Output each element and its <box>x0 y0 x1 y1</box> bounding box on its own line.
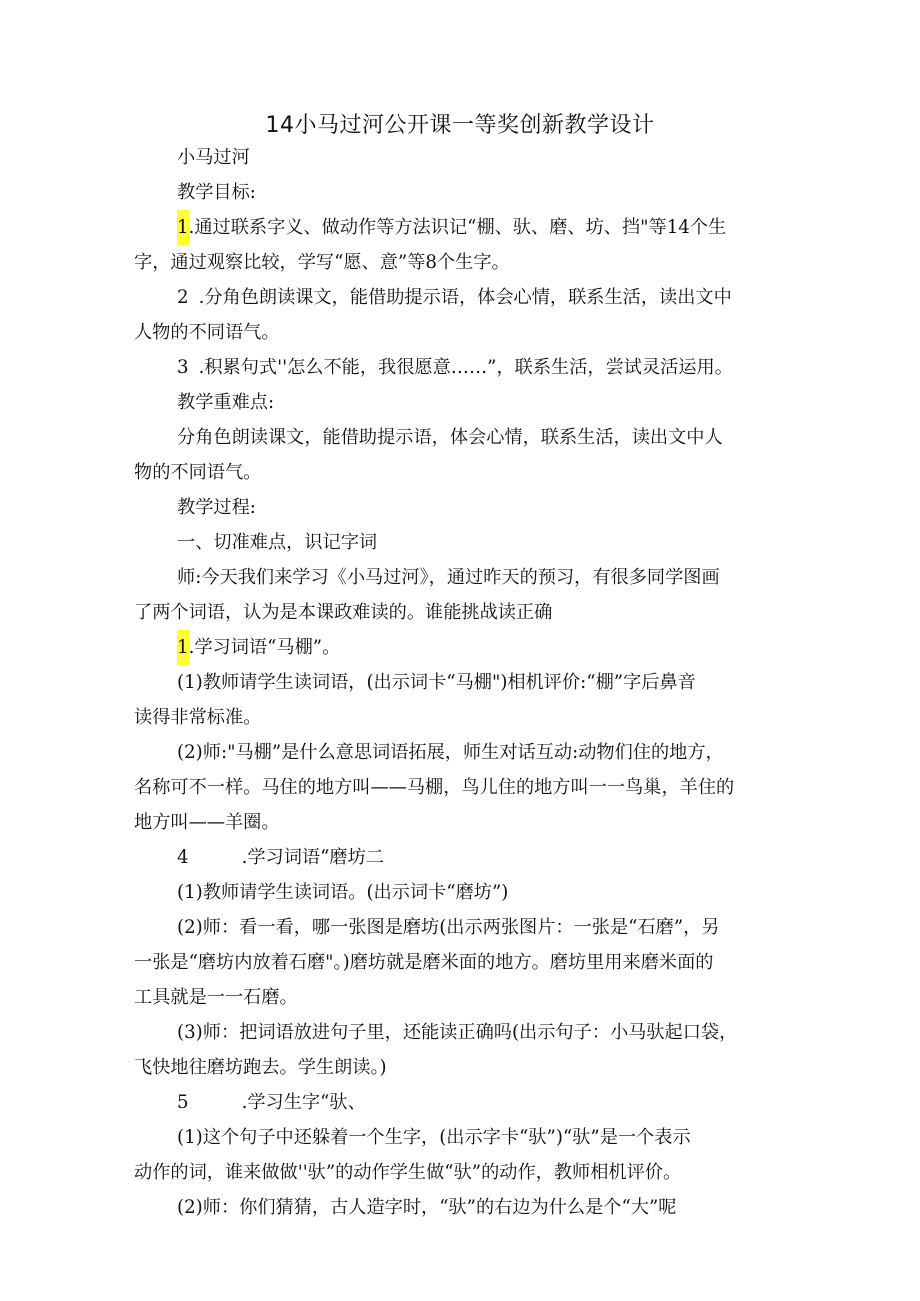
document-body <box>134 140 789 1225</box>
sub-item-4-text: .学习词语“磨坊二 <box>241 847 384 868</box>
section-heading-process: 教学过程: <box>177 497 256 518</box>
goal-item-2-text: .分角色朗读课文，能借助提示语，体会心情，联系生活，读出文中 <box>198 287 732 308</box>
paragraph-line: (1)教师请学生读词语。(出示词卡“磨坊”) <box>177 882 509 903</box>
item-number: 2 <box>177 287 189 308</box>
paragraph-line: (2)师：你们猜猜，古人造字时，“驮”的右边为什么是个“大”呢 <box>177 1197 677 1218</box>
process-step-1-heading: 一、切准难点，识记字词 <box>177 532 378 553</box>
paragraph-line: (2)师:"马棚”是什么意思词语拓展，师生对话互动:动物们住的地方， <box>177 742 724 763</box>
paragraph-line: (1)这个句子中还躲着一个生字，(出示字卡“驮”)“驮”是一个表示 <box>177 1127 691 1148</box>
document-title: 14小马过河公开课一等奖创新教学设计 <box>265 113 655 138</box>
sub-item-5-text: .学习生字“驮、 <box>241 1092 366 1113</box>
subtitle-line: 小马过河 <box>177 147 250 168</box>
paragraph-line: (3)师：把词语放进句子里，还能读正确吗(出示句子：小马驮起口袋， <box>177 1022 738 1043</box>
paragraph-line: (2)师：看一看，哪一张图是磨坊(出示两张图片：一张是“石磨”，另 <box>177 917 720 938</box>
paragraph-line: 了两个词语，认为是本课政难读的。谁能挑战读正确 <box>134 602 553 623</box>
paragraph-line: 名称可不一样。马住的地方叫——马棚，鸟儿住的地方叫一一鸟巢，羊住的 <box>134 777 735 798</box>
goal-item-1-continuation: 字，通过观察比较，学写“愿、意”等8个生字。 <box>134 252 510 273</box>
goal-item-2-continuation: 人物的不同语气。 <box>134 322 280 343</box>
sub-item-4 <box>134 840 789 875</box>
section-heading-difficulties: 教学重难点: <box>177 392 275 413</box>
goal-item-2 <box>134 280 789 315</box>
item-number: 4 <box>177 847 189 868</box>
paragraph-line: 飞快地往磨坊跑去。学生朗读。) <box>134 1057 387 1078</box>
item-number: 5 <box>177 1092 189 1113</box>
sub-item-1 <box>134 630 789 665</box>
goal-item-3 <box>134 350 789 385</box>
paragraph-line: 师:今天我们来学习《小马过河》，通过昨天的预习，有很多同学图画 <box>177 567 720 588</box>
paragraph-line: 工具就是一一石磨。 <box>134 987 298 1008</box>
paragraph-line: 读得非常标准。 <box>134 707 262 728</box>
highlighted-number: 1 <box>177 630 189 665</box>
paragraph-line: 一张是“磨坊内放着石磨"。)磨坊就是磨米面的地方。磨坊里用来磨米面的 <box>134 952 714 973</box>
paragraph-line: 动作的词，谁来做做''驮”的动作学生做“驮”的动作，教师相机评价。 <box>134 1162 682 1183</box>
paragraph-line: (1)教师请学生读词语，(出示词卡“马棚")相机评价:“棚”字后鼻音 <box>177 672 696 693</box>
sub-item-5 <box>134 1085 789 1120</box>
sub-item-1-text: .学习词语“马棚”。 <box>188 637 341 658</box>
difficulties-text: 分角色朗读课文，能借助提示语，体会心情，联系生活，读出文中人 <box>177 427 723 448</box>
goal-item-1 <box>134 210 789 245</box>
paragraph-line: 地方叫——羊圈。 <box>134 812 280 833</box>
difficulties-continuation: 物的不同语气。 <box>134 462 262 483</box>
highlighted-number: 1 <box>177 210 189 245</box>
item-number: 3 <box>177 357 189 378</box>
goal-item-3-text: .积累句式''怎么不能，我很愿意……”，联系生活，尝试灵活运用。 <box>198 357 733 378</box>
section-heading-goals: 教学目标: <box>177 182 256 203</box>
goal-item-1-text: .通过联系字义、做动作等方法识记“棚、驮、磨、坊、挡"等14个生 <box>188 217 727 238</box>
